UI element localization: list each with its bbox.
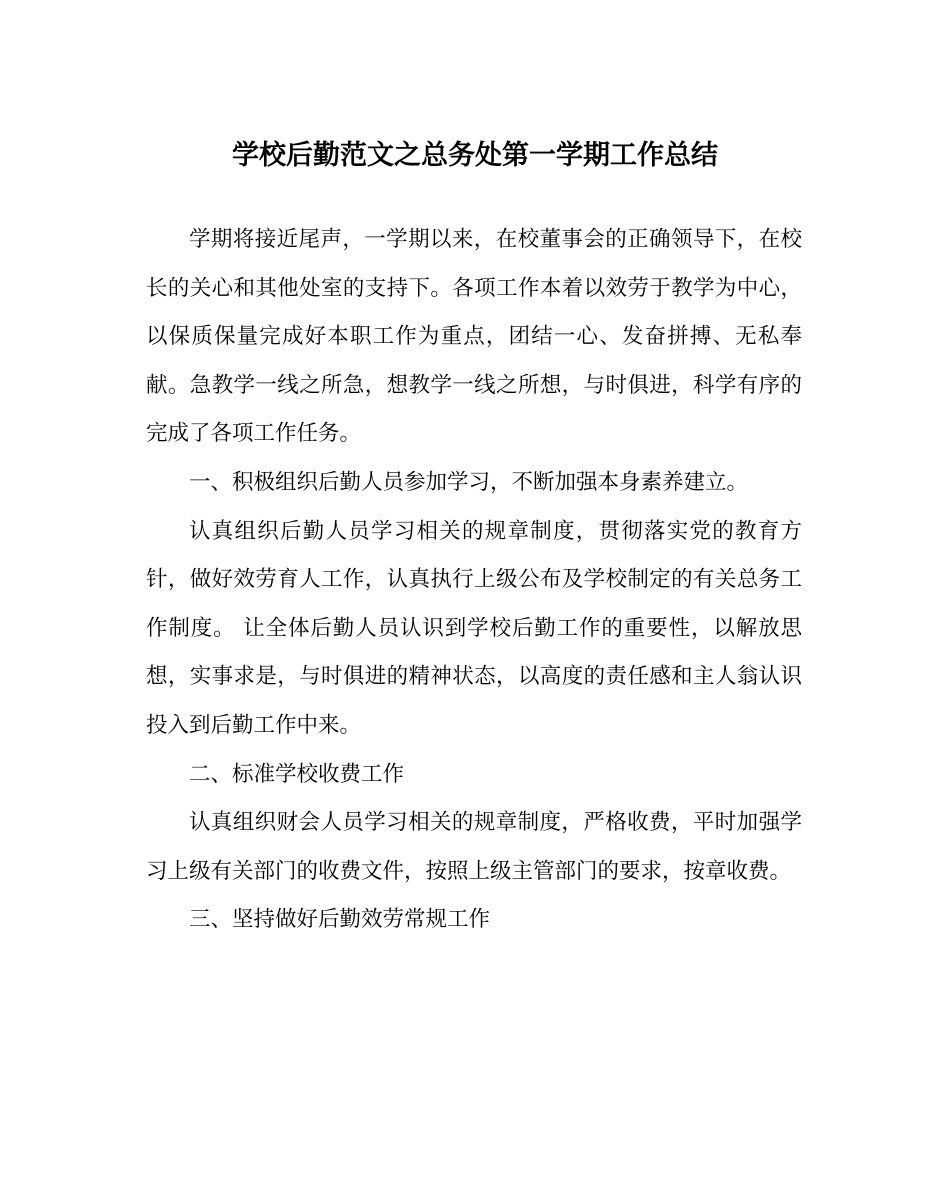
section-heading-2: 二、标准学校收费工作: [189, 761, 405, 787]
paragraph-section-2: 认真组织财会人员学习相关的规章制度，严格收费，平时加强学习上级有关部门的收费文件，按照上级主管部门的要求，按章收费。: [146, 810, 802, 884]
document-title: 学校后勤范文之总务处第一学期工作总结: [232, 140, 718, 171]
section-heading-1: 一、积极组织后勤人员参加学习，不断加强本身素养建立。: [189, 469, 749, 495]
paragraph-section-1: 认真组织后勤人员学习相关的规章制度，贯彻落实党的教育方针，做好效劳育人工作，认真执行上级公布及学校制定的有关总务工作制度。 让全体后勤人员认识到学校后勤工作的重要性，以解放思想，实事求是，与时俱进的精神状态，以高度的责任感和主人翁认识投入到后勤工作中来。: [146, 518, 802, 738]
section-heading-3: 三、坚持做好后勤效劳常规工作: [189, 907, 491, 933]
document-body: [146, 216, 802, 945]
paragraph-intro: 学期将接近尾声，一学期以来，在校董事会的正确领导下，在校长的关心和其他处室的支持下。各项工作本着以效劳于教学为中心，以保质保量完成好本职工作为重点，团结一心、发奋拼搏、无私奉献。急教学一线之所急，想教学一线之所想，与时俱进，科学有序的完成了各项工作任务。: [146, 227, 802, 447]
